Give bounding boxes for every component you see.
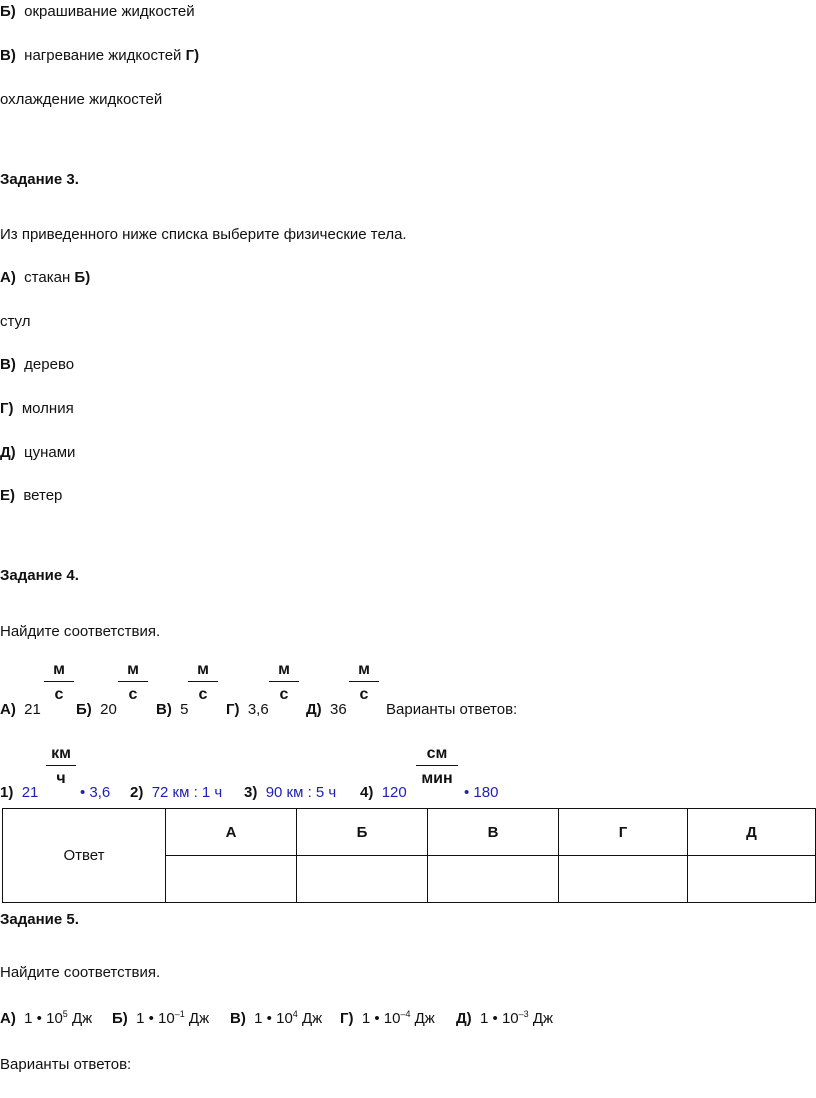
unit-numerator: м [358,661,370,678]
answer-value: 21 [21,784,39,801]
answer-cell[interactable] [559,856,688,903]
option-text: охлаждение жидкостей [0,91,163,108]
option-letter: Г) [185,47,200,64]
fraction-bar [118,681,148,682]
task5-variants-label: Варианты ответов: [0,1056,132,1073]
item-unit: Дж [184,1010,210,1027]
option-letter: Е) [0,487,15,504]
fraction-bar [416,765,458,766]
item-exponent: –3 [518,1009,529,1019]
answer-value: 72 км : 1 ч [151,784,223,801]
item-letter: Д) [306,701,322,718]
option-text: окрашивание жидкостей [24,3,195,20]
task4-question: Найдите соответствия. [0,623,161,640]
item-letter: Б) [112,1010,128,1027]
answer-number: 4) [360,784,374,801]
task3-option-d [0,443,75,463]
item-unit: Дж [528,1010,554,1027]
task4-item-v [156,700,189,720]
item-unit: Дж [67,1010,93,1027]
option-letter: Б) [74,269,91,286]
unit-denominator: с [128,686,138,703]
task3-option-v [0,355,74,375]
item-exponent: –1 [174,1009,185,1019]
unit-denominator: с [359,686,369,703]
item-value: 5 [180,701,189,718]
option-letter: Г) [0,400,14,417]
fraction-bar [269,681,299,682]
unit-m-per-s [118,660,148,704]
option-text: молния [21,400,74,417]
answer-cell[interactable] [297,856,428,903]
unit-m-per-s [188,660,218,704]
task3-option-b-text: стул [0,313,31,330]
answer-1 [0,783,38,803]
task3-heading: Задание 3. [0,171,79,188]
answer-number: 1) [0,784,14,801]
option-letter: А) [0,269,16,286]
option-b-line [0,2,195,22]
item-exponent: –4 [400,1009,411,1019]
unit-m-per-s [269,660,299,704]
task5-question: Найдите соответствия. [0,964,161,981]
table-header-cell: Б [297,809,428,856]
item-exponent: 4 [292,1009,298,1019]
option-text: дерево [24,356,75,373]
table-header-cell: Г [559,809,688,856]
task4-variants-label: Варианты ответов: [386,701,518,718]
answer-cell[interactable] [428,856,559,903]
option-v-line [0,46,199,66]
task3-option-a [0,268,90,288]
item-value: 20 [100,701,117,718]
item-letter: А) [0,1010,16,1027]
task4-heading: Задание 4. [0,567,79,584]
unit-denominator: с [279,686,289,703]
table-header-cell: В [428,809,559,856]
unit-numerator: км [51,745,71,762]
item-unit: Дж [297,1010,323,1027]
item-base: 1 • 10 [480,1010,519,1027]
answer-value: 120 [381,784,407,801]
option-text: ветер [23,487,63,504]
item-letter: Г) [226,701,240,718]
task4-item-g [226,700,269,720]
unit-numerator: м [197,661,209,678]
task5-heading: Задание 5. [0,911,79,928]
item-letter: В) [156,701,172,718]
answer-number: 2) [130,784,144,801]
item-letter: А) [0,701,16,718]
answer-4 [360,783,407,803]
option-text: стакан [24,269,71,286]
item-value: 3,6 [247,701,269,718]
answer-table [2,808,816,903]
item-value: 21 [24,701,41,718]
task3-option-g [0,399,74,419]
unit-m-per-s [44,660,74,704]
unit-denominator: ч [56,770,66,787]
task5-item-b [112,1009,209,1029]
answer-1-tail: • 3,6 [80,784,111,801]
item-letter: Г) [340,1010,354,1027]
answer-value: 90 км : 5 ч [265,784,337,801]
unit-denominator: с [198,686,208,703]
item-letter: Б) [76,701,92,718]
answer-3 [244,783,336,803]
task5-item-a [0,1009,92,1029]
answer-cell[interactable] [688,856,816,903]
fraction-bar [349,681,379,682]
option-text: нагревание жидкостей [24,47,182,64]
item-base: 1 • 10 [254,1010,293,1027]
task4-item-d [306,700,347,720]
unit-km-per-h [46,744,76,788]
table-header-row [3,809,816,856]
option-text: цунами [24,444,76,461]
table-header-cell: Д [688,809,816,856]
fraction-bar [188,681,218,682]
item-value: 36 [330,701,347,718]
answer-cell[interactable] [166,856,297,903]
item-base: 1 • 10 [24,1010,63,1027]
table-row-label: Ответ [3,809,166,903]
option-g-line [0,90,162,110]
unit-cm-per-min [416,744,458,788]
item-exponent: 5 [62,1009,68,1019]
item-unit: Дж [410,1010,435,1027]
fraction-bar [44,681,74,682]
task3-question: Из приведенного ниже списка выберите физические тела. [0,226,407,243]
item-letter: Д) [456,1010,472,1027]
unit-denominator: с [54,686,64,703]
option-letter: В) [0,47,16,64]
table-header-cell: А [166,809,297,856]
item-letter: В) [230,1010,246,1027]
task3-option-e [0,486,62,506]
answer-number: 3) [244,784,258,801]
task5-item-v [230,1009,322,1029]
option-letter: В) [0,356,16,373]
item-base: 1 • 10 [361,1010,401,1027]
task4-item-b [76,700,117,720]
unit-m-per-s [349,660,379,704]
unit-numerator: м [278,661,290,678]
answer-2 [130,783,222,803]
unit-numerator: м [127,661,139,678]
answer-4-tail: • 180 [464,784,499,801]
item-base: 1 • 10 [136,1010,175,1027]
task5-item-g [340,1009,435,1029]
unit-numerator: м [53,661,65,678]
unit-numerator: см [426,745,448,762]
unit-denominator: мин [421,770,453,787]
option-letter: Б) [0,3,16,20]
fraction-bar [46,765,76,766]
task5-item-d [456,1009,553,1029]
task4-item-a [0,700,41,720]
option-letter: Д) [0,444,16,461]
